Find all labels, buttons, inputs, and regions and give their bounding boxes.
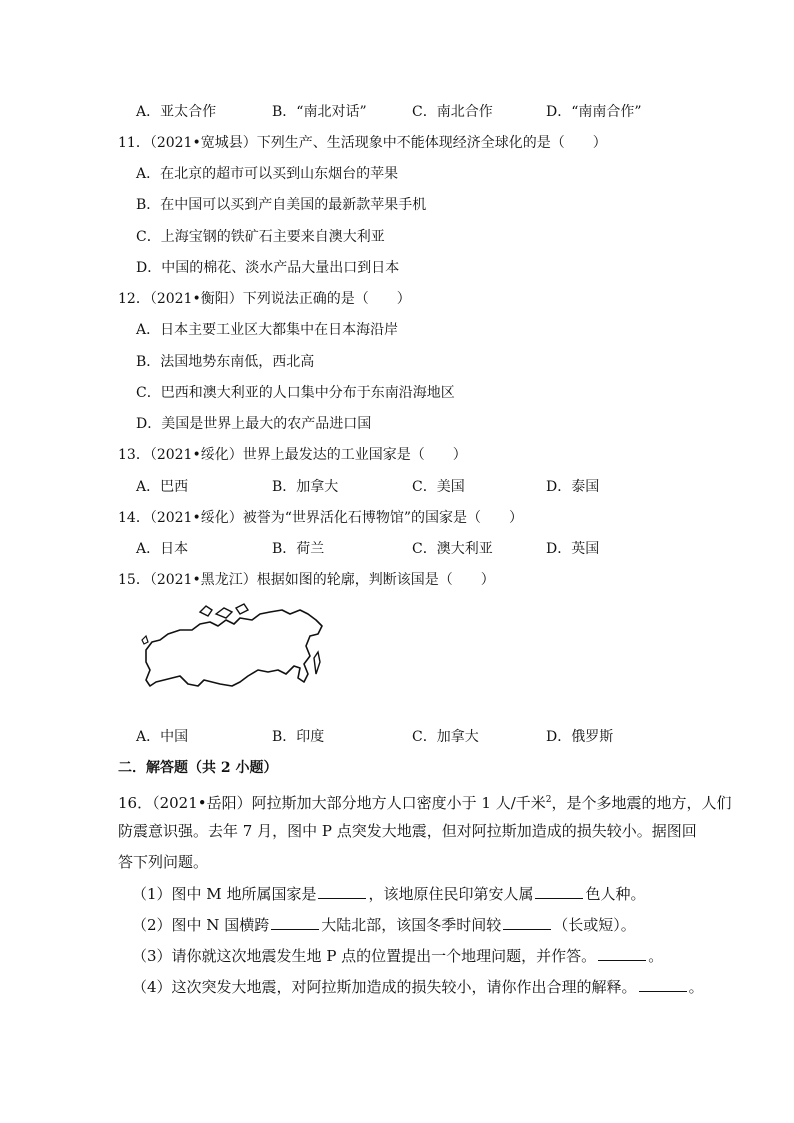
answer-blank[interactable]: [598, 947, 646, 961]
q12-option-c: C．巴西和澳大利亚的人口集中分布于东南沿海地区: [136, 385, 455, 401]
q15-option-c: C．加拿大: [412, 729, 479, 745]
q14-option-a: A．日本: [136, 541, 189, 557]
q16-sub3-c: 。: [648, 947, 664, 965]
q14-option-b: B．荷兰: [272, 541, 325, 557]
q16-stem-line1: [118, 790, 732, 813]
answer-blank[interactable]: [271, 916, 319, 930]
q16-sub1: [132, 884, 645, 904]
q16-sub1-a: （1）图中 M 地所属国家是: [132, 885, 317, 903]
section-title: 二．解答题（共 2 小题）: [118, 760, 278, 776]
q16-sub4: [132, 977, 704, 997]
northern-island-2: [216, 608, 232, 618]
q10-option-c: C．南北合作: [412, 104, 493, 120]
q14-option-c: C．澳大利亚: [412, 541, 493, 557]
q15-stem: 15．（2021•黑龙江）根据如图的轮廓，判断该国是（ ）: [118, 572, 495, 588]
answer-blank[interactable]: [639, 978, 687, 992]
q11-option-a: A．在北京的超市可以买到山东烟台的苹果: [136, 166, 399, 182]
q12-stem: 12．（2021•衡阳）下列说法正确的是（ ）: [118, 291, 411, 307]
q16-stem-line2: 防震意识强。去年 7 月，图中 P 点突发大地震，但对阿拉斯加造成的损失较小。据图回: [118, 822, 697, 840]
q15-option-d: D．俄罗斯: [546, 729, 614, 745]
q16-sub1-c: 色人种。: [585, 885, 646, 903]
q13-option-c: C．美国: [412, 479, 465, 495]
sakhalin-island: [314, 652, 320, 674]
q11-option-c: C．上海宝钢的铁矿石主要来自澳大利亚: [136, 229, 385, 245]
q11-option-b: B．在中国可以买到产自美国的最新款苹果手机: [136, 197, 427, 213]
q16-sub4-c: 。: [688, 978, 704, 996]
q11-option-d: D．中国的棉花、淡水产品大量出口到日本: [136, 260, 400, 276]
q16-superscript: 2: [545, 795, 552, 805]
q10-option-a: A．亚太合作: [136, 104, 217, 120]
q16-stem-line3: 答下列问题。: [118, 853, 209, 871]
q16-sub3: [132, 946, 663, 966]
q16-sub2-c: （长或短）。: [553, 916, 636, 934]
q16-sub2-b: 大陆北部，该国冬季时间较: [321, 916, 502, 934]
q14-stem: 14．（2021•绥化）被誉为“世界活化石博物馆”的国家是（ ）: [118, 510, 524, 526]
northern-island-1: [200, 606, 212, 616]
q16-sub2-a: （2）图中 N 国横跨: [132, 916, 270, 934]
q10-option-b: B．“南北对话”: [272, 104, 367, 120]
q12-option-a: A．日本主要工业区大都集中在日本海沿岸: [136, 322, 399, 338]
northern-island-3: [236, 604, 248, 614]
q16-line1-b: ，是个多地震的地方，人们: [551, 794, 732, 812]
q14-option-d: D．英国: [546, 541, 600, 557]
q16-sub3-a: （3）请你就这次地震发生地 P 点的位置提出一个地理问题，并作答。: [132, 947, 597, 965]
q16-sub2: [132, 915, 636, 935]
q16-line1-a: 16．（2021•岳阳）阿拉斯加大部分地方人口密度小于 1 人/千米: [118, 794, 546, 812]
q15-option-a: A．中国: [136, 729, 189, 745]
q12-option-d: D．美国是世界上最大的农产品进口国: [136, 416, 372, 432]
q13-stem: 13．（2021•绥化）世界上最发达的工业国家是（ ）: [118, 447, 467, 463]
answer-blank[interactable]: [318, 885, 366, 899]
q16-sub1-b: ，该地原住民印第安人属: [368, 885, 534, 903]
answer-blank[interactable]: [503, 916, 551, 930]
q12-option-b: B．法国地势东南低，西北高: [136, 354, 315, 370]
q13-option-a: A．巴西: [136, 479, 189, 495]
q15-option-b: B．印度: [272, 729, 325, 745]
russia-outline-map: [140, 600, 330, 712]
country-outline: [146, 610, 322, 686]
q16-sub4-a: （4）这次突发大地震，对阿拉斯加造成的损失较小，请你作出合理的解释。: [132, 978, 637, 996]
q13-option-d: D．泰国: [546, 479, 600, 495]
q10-option-d: D．“南南合作”: [546, 104, 642, 120]
answer-blank[interactable]: [535, 885, 583, 899]
q13-option-b: B．加拿大: [272, 479, 339, 495]
q11-stem: 11．（2021•宽城县）下列生产、生活现象中不能体现经济全球化的是（ ）: [118, 135, 607, 151]
kaliningrad-exclave: [142, 636, 148, 644]
